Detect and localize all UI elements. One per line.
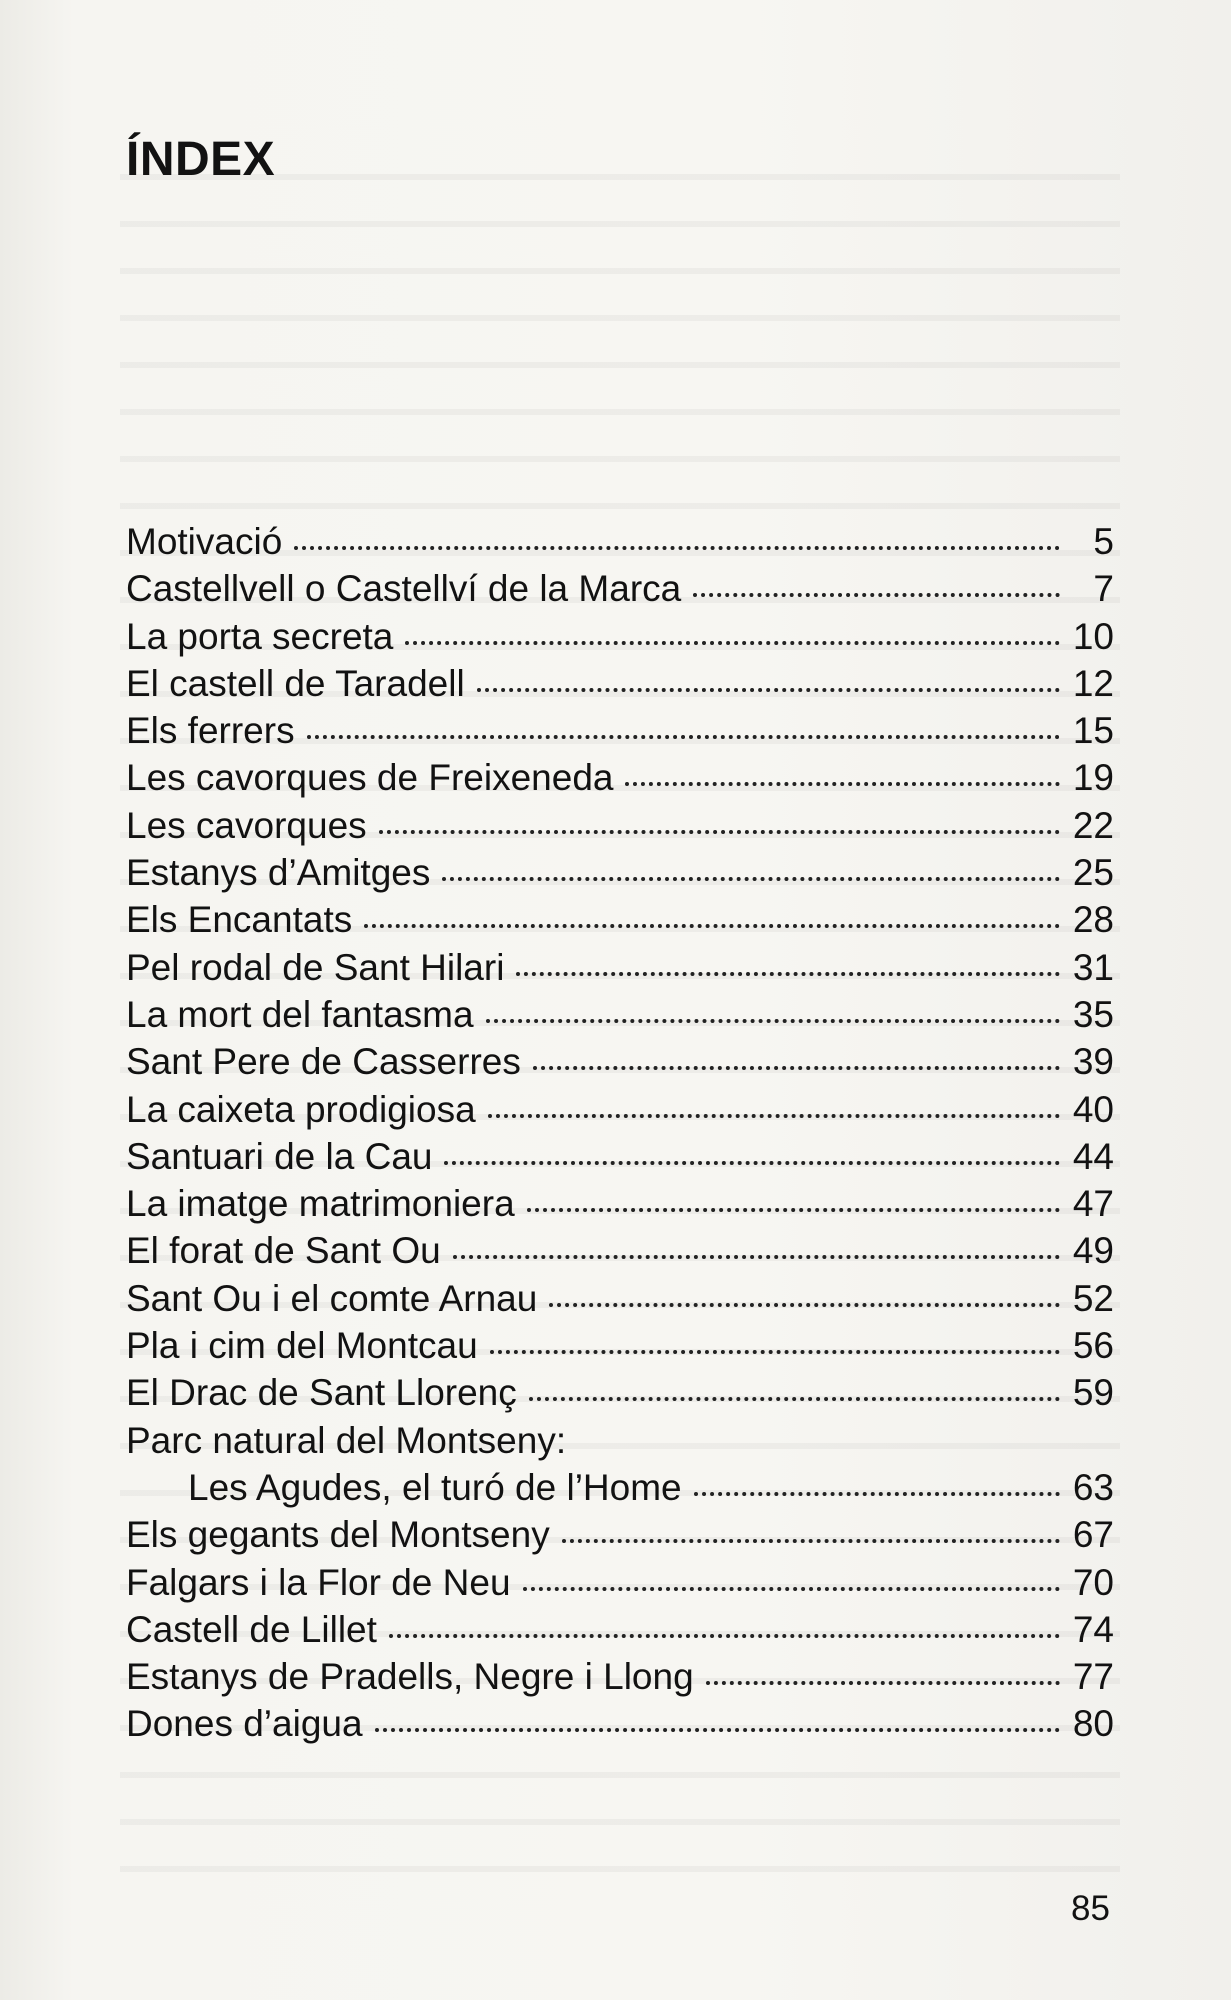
toc-entry-title: La caixeta prodigiosa bbox=[126, 1088, 476, 1130]
toc-entry bbox=[126, 613, 1114, 660]
toc-entry-title: La porta secreta bbox=[126, 615, 394, 657]
dot-leader bbox=[693, 593, 1060, 597]
toc-section-heading bbox=[126, 1417, 1114, 1464]
dot-leader bbox=[307, 735, 1060, 739]
toc-section-title: Parc natural del Montseny: bbox=[126, 1419, 567, 1461]
toc-subentry bbox=[126, 1464, 1114, 1511]
dot-leader bbox=[389, 1634, 1060, 1638]
toc-entry-title: Els gegants del Montseny bbox=[126, 1514, 550, 1556]
toc-entry-page: 80 bbox=[1072, 1703, 1114, 1745]
toc-entry-page: 74 bbox=[1072, 1608, 1114, 1650]
toc-entry-title: El Drac de Sant Llorenç bbox=[126, 1372, 517, 1414]
toc-entry-title: Castellvell o Castellví de la Marca bbox=[126, 568, 682, 610]
toc-entry-page: 10 bbox=[1072, 615, 1114, 657]
toc-entry-title: Pel rodal de Sant Hilari bbox=[126, 946, 505, 988]
toc-entry-page: 35 bbox=[1072, 993, 1114, 1035]
toc-entry bbox=[126, 896, 1114, 943]
toc-entry-title: Sant Ou i el comte Arnau bbox=[126, 1277, 538, 1319]
dot-leader bbox=[486, 1019, 1060, 1023]
toc-entry-title: La imatge matrimoniera bbox=[126, 1183, 515, 1225]
toc-entry-page: 39 bbox=[1072, 1041, 1114, 1083]
dot-leader bbox=[625, 782, 1060, 786]
toc-entry-page: 12 bbox=[1072, 662, 1114, 704]
dot-leader bbox=[405, 641, 1060, 645]
toc-entry bbox=[126, 944, 1114, 991]
toc-entry-title: Pla i cim del Montcau bbox=[126, 1325, 478, 1367]
toc-entry bbox=[126, 1038, 1114, 1085]
toc-entry-page: 44 bbox=[1072, 1135, 1114, 1177]
toc-entry bbox=[126, 518, 1114, 565]
table-of-contents bbox=[126, 518, 1114, 1748]
dot-leader bbox=[442, 877, 1060, 881]
toc-entry-title: Castell de Lillet bbox=[126, 1608, 377, 1650]
toc-entry-page: 59 bbox=[1072, 1372, 1114, 1414]
toc-entry bbox=[126, 802, 1114, 849]
toc-entry-title: Estanys de Pradells, Negre i Llong bbox=[126, 1656, 694, 1698]
toc-entry-page: 7 bbox=[1093, 568, 1114, 610]
dot-leader bbox=[379, 830, 1060, 834]
toc-entry-title: Els Encantats bbox=[126, 899, 353, 941]
toc-entry-page: 63 bbox=[1072, 1466, 1114, 1508]
toc-entry-page: 56 bbox=[1072, 1325, 1114, 1367]
toc-entry-page: 47 bbox=[1072, 1183, 1114, 1225]
toc-entry-page: 31 bbox=[1072, 946, 1114, 988]
toc-entry-title: Estanys d’Amitges bbox=[126, 852, 431, 894]
toc-entry bbox=[126, 1700, 1114, 1747]
dot-leader bbox=[549, 1303, 1060, 1307]
toc-entry-title: Les cavorques bbox=[126, 804, 367, 846]
toc-entry-title: Els ferrers bbox=[126, 710, 295, 752]
dot-leader bbox=[364, 924, 1060, 928]
toc-entry bbox=[126, 754, 1114, 801]
dot-leader bbox=[375, 1728, 1060, 1732]
dot-leader bbox=[477, 688, 1060, 692]
toc-entry-page: 70 bbox=[1072, 1561, 1114, 1603]
toc-entry bbox=[126, 1511, 1114, 1558]
toc-entry bbox=[126, 1606, 1114, 1653]
dot-leader bbox=[706, 1681, 1060, 1685]
toc-entry-page: 15 bbox=[1072, 710, 1114, 752]
toc-entry-title: La mort del fantasma bbox=[126, 993, 474, 1035]
toc-entry-page: 52 bbox=[1072, 1277, 1114, 1319]
toc-entry bbox=[126, 1180, 1114, 1227]
dot-leader bbox=[488, 1114, 1060, 1118]
toc-entry bbox=[126, 1086, 1114, 1133]
toc-entry-page: 67 bbox=[1072, 1514, 1114, 1556]
dot-leader bbox=[529, 1397, 1060, 1401]
toc-entry-title: Les cavorques de Freixeneda bbox=[126, 757, 614, 799]
dot-leader bbox=[453, 1255, 1060, 1259]
dot-leader bbox=[490, 1350, 1060, 1354]
toc-entry-page: 25 bbox=[1072, 852, 1114, 894]
dot-leader bbox=[527, 1208, 1060, 1212]
dot-leader bbox=[533, 1066, 1060, 1070]
toc-entry bbox=[126, 1369, 1114, 1416]
page-number: 85 bbox=[1071, 1889, 1110, 1928]
dot-leader bbox=[562, 1539, 1060, 1543]
toc-entry bbox=[126, 1275, 1114, 1322]
toc-entry bbox=[126, 565, 1114, 612]
toc-entry-title: Dones d’aigua bbox=[126, 1703, 363, 1745]
toc-entry bbox=[126, 1322, 1114, 1369]
toc-entry bbox=[126, 1559, 1114, 1606]
toc-entry-title: Les Agudes, el turó de l’Home bbox=[188, 1466, 682, 1508]
toc-entry-title: Sant Pere de Casserres bbox=[126, 1041, 521, 1083]
toc-entry-page: 40 bbox=[1072, 1088, 1114, 1130]
dot-leader bbox=[294, 546, 1060, 550]
toc-entry bbox=[126, 660, 1114, 707]
toc-entry-title: El castell de Taradell bbox=[126, 662, 465, 704]
toc-entry-page: 77 bbox=[1072, 1656, 1114, 1698]
toc-entry bbox=[126, 1653, 1114, 1700]
toc-entry-title: El forat de Sant Ou bbox=[126, 1230, 441, 1272]
toc-entry-page: 28 bbox=[1072, 899, 1114, 941]
toc-entry bbox=[126, 707, 1114, 754]
dot-leader bbox=[523, 1587, 1060, 1591]
toc-entry bbox=[126, 849, 1114, 896]
toc-entry-page: 19 bbox=[1072, 757, 1114, 799]
index-heading: ÍNDEX bbox=[126, 133, 276, 186]
toc-entry bbox=[126, 991, 1114, 1038]
toc-entry-page: 22 bbox=[1072, 804, 1114, 846]
toc-entry bbox=[126, 1133, 1114, 1180]
toc-entry-title: Falgars i la Flor de Neu bbox=[126, 1561, 511, 1603]
toc-entry bbox=[126, 1227, 1114, 1274]
dot-leader bbox=[444, 1161, 1060, 1165]
toc-entry-page: 5 bbox=[1093, 521, 1114, 562]
toc-entry-page: 49 bbox=[1072, 1230, 1114, 1272]
dot-leader bbox=[694, 1492, 1060, 1496]
toc-entry-title: Santuari de la Cau bbox=[126, 1135, 433, 1177]
dot-leader bbox=[516, 972, 1060, 976]
toc-entry-title: Motivació bbox=[126, 521, 283, 562]
